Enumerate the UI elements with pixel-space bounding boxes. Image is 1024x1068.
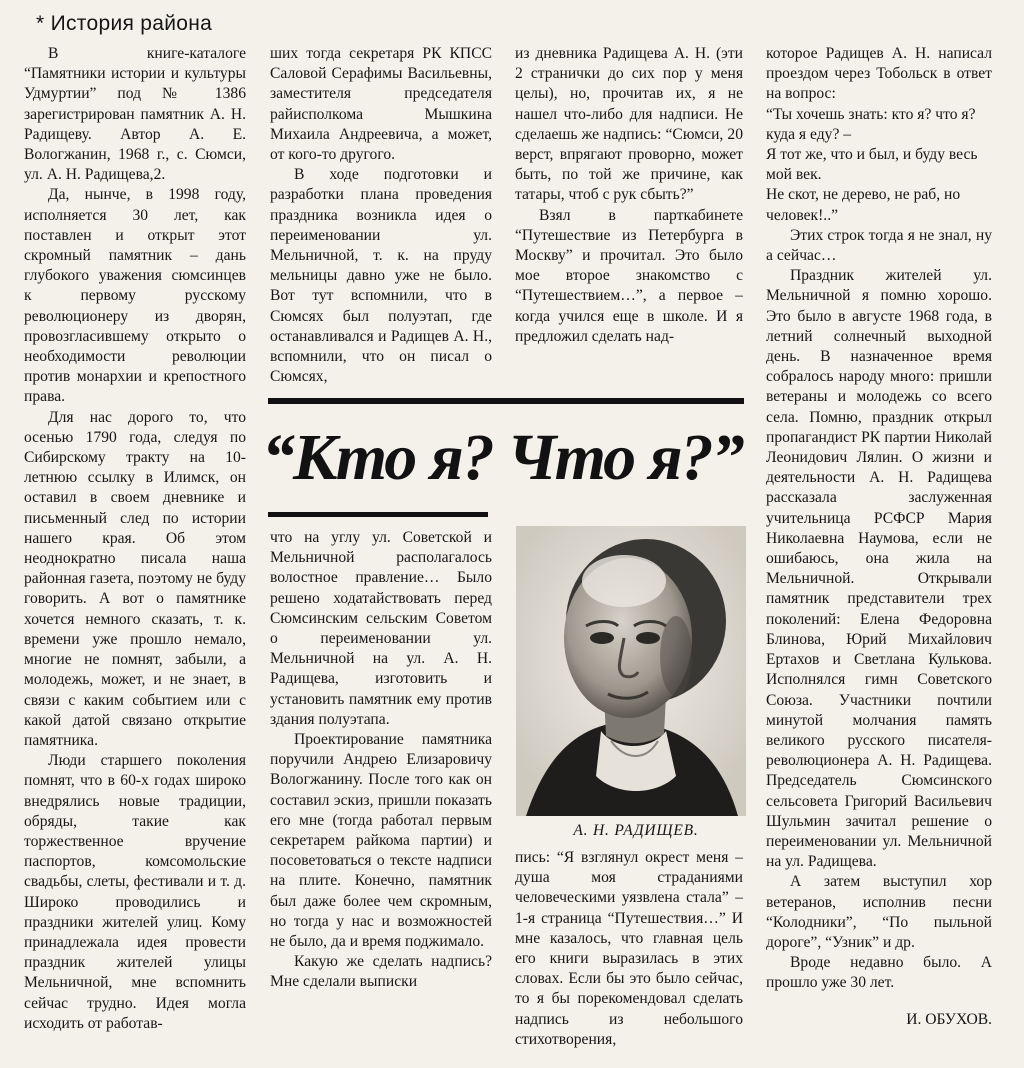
verse-line: Я тот же, что и был, и буду весь мой век. (766, 146, 978, 184)
paragraph: Люди старшего поколения помнят, что в 60-х годах широко внедрялись новые традиции, обряды, такие как торжественное вручение паспортов, комсомольские свадьбы, слеты, фестивали и т. д. Широко проводились и праздники жителей улиц. Кому принадлежала идея провести праздник жителей улицы Мельничной, мне вспомнить сейчас трудно. Идея могла исходить от работав- (24, 752, 246, 1032)
rubric-title: * История района (36, 12, 213, 35)
paragraph: Какую же сделать надпись? Мне сделали выписки (270, 953, 492, 991)
verse-line: Не скот, не дерево, не раб, но человек!..” (766, 186, 961, 224)
paragraph: ших тогда секретаря РК КПСС Саловой Серафимы Васильевны, заместителя председателя райисполкома Мышкина Михаила Андреевича, а может, от кого-то другого. (270, 45, 492, 164)
paragraph: Взял в парткабинете “Путешествие из Петербурга в Москву” и прочитал. Это было мое второе знакомство с “Путешествием…”, а первое – когда учился еще в школе. И я предложил сделать над- (515, 206, 743, 345)
paragraph: которое Радищев А. Н. написал проездом через Тобольск в ответ на вопрос: (766, 45, 992, 103)
article-column-2-top (270, 44, 492, 392)
radishchev-portrait (516, 526, 746, 816)
paragraph: Проектирование памятника поручили Андрею Елизаровичу Вологжанину. После того как он составил эскиз, пришли показать его мне (тогда работал первым секретарем райкома партии) и посоветоваться о тексте надписи на плите. Конечно, памятник был даже более чем скромным, но тогда у нас и возможностей не было, да и время поджимало. (270, 731, 492, 951)
headline-rule-top (268, 398, 744, 404)
paragraph: пись: “Я взглянул окрест меня – душа моя страданиями человеческими уязвлена стала” – 1-я страница “Путешествия…” И мне казалось, что главная цель его книги выразилась в этих словах. Если бы это было сейчас, то я бы порекомендовал сделать надпись из небольшого стихотворения, (515, 849, 743, 1048)
paragraph: Для нас дорого то, что осенью 1790 года, следуя по Сибирскому тракту на 10-летнюю ссылку в Илимск, он оставил в своем дневнике и письменный след по истории нашего края. Об этом неоднократно писала наша районная газета, поэтому не буду говорить. А вот о памятнике хочется немного сказать, т. к. времени уже прошло немало, многие не помнят, забыли, а молодежь, может, и не знает, в связи с каким событием или с какой датой связано открытие памятника. (24, 408, 246, 749)
headline: “Кто я? Что я?” (262, 421, 743, 494)
paragraph: А затем выступил хор ветеранов, исполнив песни “Колодники”, “По пыльной дороге”, “Узник” и др. (766, 873, 992, 951)
article-column-3-top (515, 44, 743, 392)
verse-line: “Ты хочешь знать: кто я? что я? куда я еду? – (766, 105, 976, 143)
paragraph: Вроде недавно было. А прошло уже 30 лет. (766, 954, 992, 992)
paragraph: Этих строк тогда я не знал, ну а сейчас… (766, 226, 992, 265)
paragraph: В ходе подготовки и разработки плана проведения праздника возникла идея о переименовании ул. Мельничной, т. к. на пруду мельницы давно уже не было. Вот тут вспомнили, что в Сюмсях был полуэтап, где останавливался и Радищев А. Н., вспомнили, что он писал о Сюмсях, (270, 166, 492, 386)
article-column-4 (766, 44, 992, 1064)
article-column-3-bottom (515, 848, 743, 1064)
portrait-caption: А. Н. РАДИЩЕВ. (573, 822, 699, 839)
paragraph: Да, нынче, в 1998 году, исполняется 30 лет, как поставлен и открыт этот скромный памятник – дань глубокого уважения сюмсинцев к первому русскому революционеру из дворян, провозгласившему открыто о необходимости революции против монархии и крепостного права. (24, 186, 246, 406)
article-column-2-bottom (270, 528, 492, 1064)
article-column-1 (24, 44, 246, 1064)
paragraph: В книге-каталоге “Памятники истории и культуры Удмуртии” под № 1386 зарегистрирован памятник А. Н. Радищеву. Автор А. Е. Вологжанин, 1968 г., с. Сюмси, ул. А. Н. Радищева,2. (24, 45, 246, 184)
paragraph: Праздник жителей ул. Мельничной я помню хорошо. Это было в августе 1968 года, в летний солнечный выходной день. В назначенное время собралось народу много: пришли ветераны и молодежь со всего села. Помню, праздник открыл пропагандист РК партии Николай Леонидович Лялин. О жизни и деятельности А. Н. Радищева рассказала заслуженная учительница РСФСР Мария Николаевна Наумова, если не ошибаюсь, она жила на Мельничной. Открывали памятник представители трех поколений: Елена Федоровна Блинова, Юрий Михайлович Ертахов и Светлана Кулькова. Исполнялся гимн Советского Союза. Участники почтили минутой молчания память великого русского писателя-революционера А. Н. Радищева. Председатель Сюмсинского сельсовета Григорий Васильевич Шульмин зачитал решение о переименовании ул. Мельничной на ул. Радищева. (766, 267, 992, 871)
author-signature: И. ОБУХОВ. (906, 1010, 992, 1028)
paragraph: что на углу ул. Советской и Мельничной располагалось волостное правление… Было решено ходатайствовать перед Сюмсинским сельским Советом о переименовании ул. Мельничной на ул. А. Н. Радищева, изготовить и установить памятник ему против здания полуэтапа. (270, 529, 492, 728)
headline-rule-bottom (268, 512, 488, 517)
paragraph: из дневника Радищева А. Н. (эти 2 странички до сих пор у меня целы), но, прочитав их, я не нашел что-либо для надписи. Не сделаешь же надпись: “Сюмси, 20 верст, впрягают проворно, может быть, по той же причине, как татары, чтоб с рук сбыть?” (515, 45, 743, 204)
